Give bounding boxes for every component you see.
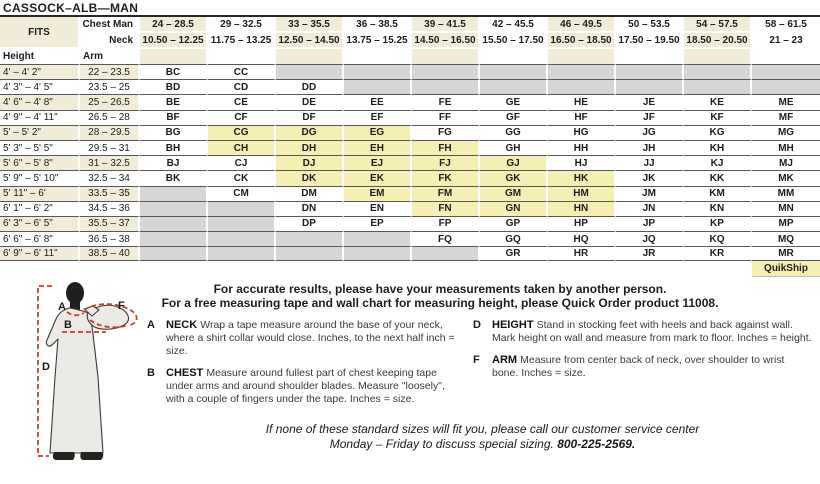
size-cell: CD: [208, 79, 276, 94]
size-cell: BK: [140, 170, 208, 185]
size-cell-unavailable: [276, 231, 344, 246]
size-cell: JE: [616, 94, 684, 109]
chest-range-header: 39 – 41.5: [412, 17, 480, 33]
cassock-measurement-figure: [0, 282, 145, 479]
size-cell: HJ: [548, 155, 616, 170]
size-cell: DH: [276, 140, 344, 155]
size-cell: BE: [140, 94, 208, 109]
size-cell: CE: [208, 94, 276, 109]
neck-range-header: 16.50 – 18.50: [548, 33, 616, 49]
phone-number: 800-225-2569.: [557, 437, 636, 452]
size-cell: JG: [616, 125, 684, 140]
arm-range: 22 – 23.5: [80, 64, 140, 79]
size-cell: MJ: [752, 155, 820, 170]
size-cell: FG: [412, 125, 480, 140]
measuring-section: [0, 282, 820, 479]
intro-line1: For accurate results, please have your measurements taken by another person.: [213, 282, 667, 297]
measure-instruction-height: [473, 319, 813, 345]
size-cell: EN: [344, 201, 412, 216]
neck-range-header: 15.50 – 17.50: [480, 33, 548, 49]
size-cell-unavailable: [344, 231, 412, 246]
size-cell: BC: [140, 64, 208, 79]
quikship-badge: QuikShip: [752, 261, 820, 277]
size-cell: KF: [684, 110, 752, 125]
size-cell-unavailable: [208, 231, 276, 246]
size-cell: GF: [480, 110, 548, 125]
size-cell-unavailable: [208, 201, 276, 216]
size-cell: DN: [276, 201, 344, 216]
size-cell: DJ: [276, 155, 344, 170]
size-cell: GE: [480, 94, 548, 109]
arm-range: 28 – 29.5: [80, 125, 140, 140]
size-cell: FJ: [412, 155, 480, 170]
size-cell-unavailable: [412, 64, 480, 79]
size-cell: GJ: [480, 155, 548, 170]
size-cell: GH: [480, 140, 548, 155]
instruction-letter: A: [147, 319, 155, 332]
figure-label-height: D: [42, 361, 50, 374]
size-cell: KJ: [684, 155, 752, 170]
instruction-letter: F: [473, 354, 480, 367]
size-cell: GK: [480, 170, 548, 185]
size-cell: EE: [344, 94, 412, 109]
size-cell-unavailable: [344, 64, 412, 79]
size-cell: KM: [684, 186, 752, 201]
size-cell-unavailable: [480, 79, 548, 94]
arm-range: 25 – 26.5: [80, 94, 140, 109]
size-cell-unavailable: [412, 79, 480, 94]
measure-instruction-chest: [147, 367, 459, 406]
arm-range: 36.5 – 38: [80, 231, 140, 246]
figure-foot-right: [80, 452, 103, 460]
arm-range: 34.5 – 36: [80, 201, 140, 216]
neck-range-header: 17.50 – 19.50: [616, 33, 684, 49]
size-cell: BH: [140, 140, 208, 155]
size-cell: JR: [616, 246, 684, 261]
arm-range: 23.5 – 25: [80, 79, 140, 94]
arm-label: Arm: [80, 49, 140, 64]
footer-line2-text: Monday – Friday to discuss special sizing.: [329, 437, 554, 452]
column-stripe-cell: [752, 49, 820, 64]
intro-line2: For a free measuring tape and wall chart for measuring height, please Quick Order product 11008.: [161, 296, 719, 311]
column-stripe-cell: [684, 49, 752, 64]
size-cell: JH: [616, 140, 684, 155]
chest-range-header: 24 – 28.5: [140, 17, 208, 33]
special-sizing-note: [145, 422, 820, 452]
size-cell-unavailable: [548, 64, 616, 79]
size-cell: MG: [752, 125, 820, 140]
neck-range-header: 12.50 – 14.50: [276, 33, 344, 49]
instruction-text: CHEST Measure around fullest part of chest keeping tape under arms and around shoulder blades. Measure "loosely", with a couple of fingers under the tape. Inches = size.: [166, 367, 445, 406]
neck-range-header: 11.75 – 13.25: [208, 33, 276, 49]
arm-range: 31 – 32.5: [80, 155, 140, 170]
height-label: Height: [0, 49, 80, 64]
size-cell-unavailable: [140, 201, 208, 216]
size-cell: HE: [548, 94, 616, 109]
size-cell: JQ: [616, 231, 684, 246]
column-stripe-cell: [480, 49, 548, 64]
size-cell: HG: [548, 125, 616, 140]
arm-range: 32.5 – 34: [80, 170, 140, 185]
neck-range-header: 18.50 – 20.50: [684, 33, 752, 49]
chest-range-header: 42 – 45.5: [480, 17, 548, 33]
size-cell: FK: [412, 170, 480, 185]
size-cell: FF: [412, 110, 480, 125]
size-cell: KN: [684, 201, 752, 216]
size-cell: FQ: [412, 231, 480, 246]
size-cell: CF: [208, 110, 276, 125]
size-cell: BF: [140, 110, 208, 125]
height-range: 5' 3" – 5' 5": [0, 140, 80, 155]
neck-label: Neck: [80, 33, 140, 49]
chest-range-header: 58 – 61.5: [752, 17, 820, 33]
figure-foot-left: [53, 452, 75, 460]
size-cell: HQ: [548, 231, 616, 246]
size-cell: DK: [276, 170, 344, 185]
size-cell: GQ: [480, 231, 548, 246]
column-stripe-cell: [344, 49, 412, 64]
size-cell: ME: [752, 94, 820, 109]
instruction-text: NECK Wrap a tape measure around the base of your neck, where a shirt collar would close. Inches, to the next half inch = size.: [166, 319, 455, 358]
size-cell: CM: [208, 186, 276, 201]
chest-range-header: 29 – 32.5: [208, 17, 276, 33]
size-cell: EG: [344, 125, 412, 140]
chest-range-header: 54 – 57.5: [684, 17, 752, 33]
height-range: 6' 9" – 6' 11": [0, 246, 80, 261]
height-range: 4' 9" – 4' 11": [0, 110, 80, 125]
size-cell: KH: [684, 140, 752, 155]
column-stripe-cell: [616, 49, 684, 64]
column-stripe-cell: [208, 49, 276, 64]
column-stripe-cell: [412, 49, 480, 64]
size-cell: FN: [412, 201, 480, 216]
chest-range-header: 50 – 53.5: [616, 17, 684, 33]
arm-range: 35.5 – 37: [80, 216, 140, 231]
size-cell: JK: [616, 170, 684, 185]
instruction-text: HEIGHT Stand in stocking feet with heels and back against wall. Mark height on wall and measure from mark to floor. Inches = height.: [492, 319, 812, 345]
height-range: 4' 6" – 4' 8": [0, 94, 80, 109]
size-cell-unavailable: [140, 186, 208, 201]
size-cell: EM: [344, 186, 412, 201]
size-cell: HF: [548, 110, 616, 125]
arm-range: 26.5 – 28: [80, 110, 140, 125]
figure-label-chest: B: [64, 319, 72, 332]
column-stripe-cell: [548, 49, 616, 64]
neck-range-header: 14.50 – 16.50: [412, 33, 480, 49]
size-cell: JJ: [616, 155, 684, 170]
size-cell: HP: [548, 216, 616, 231]
measure-instruction-arm: [473, 354, 813, 380]
size-cell-unavailable: [344, 246, 412, 261]
height-range: 6' 3" – 6' 5": [0, 216, 80, 231]
size-cell-unavailable: [208, 216, 276, 231]
column-stripe-cell: [276, 49, 344, 64]
size-cell: CG: [208, 125, 276, 140]
size-cell: FH: [412, 140, 480, 155]
height-range: 5' 6" – 5' 8": [0, 155, 80, 170]
arm-range: 33.5 – 35: [80, 186, 140, 201]
height-range: 5' 9" – 5' 10": [0, 170, 80, 185]
size-cell: GP: [480, 216, 548, 231]
size-cell-unavailable: [752, 64, 820, 79]
arm-range: 29.5 – 31: [80, 140, 140, 155]
size-cell: GM: [480, 186, 548, 201]
size-cell: GN: [480, 201, 548, 216]
height-range: 4' 3" – 4' 5": [0, 79, 80, 94]
size-cell: KE: [684, 94, 752, 109]
size-cell: DD: [276, 79, 344, 94]
size-cell-unavailable: [208, 246, 276, 261]
neck-range-header: 13.75 – 15.25: [344, 33, 412, 49]
size-cell: MM: [752, 186, 820, 201]
size-cell: HM: [548, 186, 616, 201]
measure-instruction-neck: [147, 319, 459, 358]
size-cell: KG: [684, 125, 752, 140]
size-cell: KK: [684, 170, 752, 185]
height-range: 6' 6" – 6' 8": [0, 231, 80, 246]
neck-range-header: 21 – 23: [752, 33, 820, 49]
size-cell: JN: [616, 201, 684, 216]
size-cell: EH: [344, 140, 412, 155]
size-cell: DM: [276, 186, 344, 201]
size-cell-unavailable: [480, 64, 548, 79]
height-range: 5' – 5' 2": [0, 125, 80, 140]
figure-label-arm: F: [118, 300, 125, 313]
size-cell: HR: [548, 246, 616, 261]
size-chart-table: [0, 17, 820, 277]
size-cell-unavailable: [140, 231, 208, 246]
size-cell: CC: [208, 64, 276, 79]
size-cell-unavailable: [412, 246, 480, 261]
neck-range-header: 10.50 – 12.25: [140, 33, 208, 49]
size-cell: MQ: [752, 231, 820, 246]
measuring-instructions: [147, 319, 813, 415]
size-cell: HN: [548, 201, 616, 216]
size-cell-unavailable: [140, 216, 208, 231]
size-cell-unavailable: [548, 79, 616, 94]
size-cell-unavailable: [684, 64, 752, 79]
size-cell: BJ: [140, 155, 208, 170]
size-cell-unavailable: [276, 64, 344, 79]
height-range: 6' 1" – 6' 2": [0, 201, 80, 216]
fits-label: FITS: [0, 17, 80, 49]
footer-line2: [145, 437, 820, 452]
measuring-intro: [60, 282, 820, 313]
size-cell: DP: [276, 216, 344, 231]
size-cell: BD: [140, 79, 208, 94]
size-cell-unavailable: [616, 79, 684, 94]
chest-range-header: 46 – 49.5: [548, 17, 616, 33]
size-cell: CK: [208, 170, 276, 185]
size-cell-unavailable: [276, 246, 344, 261]
size-cell: CH: [208, 140, 276, 155]
figure-robe: [46, 308, 103, 453]
size-cell-unavailable: [752, 79, 820, 94]
column-stripe-cell: [140, 49, 208, 64]
page-title: CASSOCK–ALB—MAN: [0, 0, 820, 17]
size-cell: HH: [548, 140, 616, 155]
arm-range: 38.5 – 40: [80, 246, 140, 261]
size-cell: MR: [752, 246, 820, 261]
instruction-letter: B: [147, 367, 155, 380]
size-cell-unavailable: [140, 246, 208, 261]
instruction-text: ARM Measure from center back of neck, over shoulder to wrist bone. Inches = size.: [492, 354, 785, 380]
size-cell: KQ: [684, 231, 752, 246]
size-cell-unavailable: [684, 79, 752, 94]
size-cell: MF: [752, 110, 820, 125]
chest-range-header: 36 – 38.5: [344, 17, 412, 33]
size-cell: FE: [412, 94, 480, 109]
size-cell-unavailable: [344, 79, 412, 94]
height-range: 4' – 4' 2": [0, 64, 80, 79]
size-cell: FP: [412, 216, 480, 231]
size-cell: BG: [140, 125, 208, 140]
size-cell: MK: [752, 170, 820, 185]
size-cell: JF: [616, 110, 684, 125]
size-cell: FM: [412, 186, 480, 201]
size-cell: EP: [344, 216, 412, 231]
figure-label-neck: A: [58, 301, 66, 314]
size-cell: HK: [548, 170, 616, 185]
size-cell: EK: [344, 170, 412, 185]
size-cell: DG: [276, 125, 344, 140]
size-cell: DF: [276, 110, 344, 125]
size-cell: EJ: [344, 155, 412, 170]
size-cell: MP: [752, 216, 820, 231]
size-cell-unavailable: [616, 64, 684, 79]
size-cell: CJ: [208, 155, 276, 170]
chest-man-label: Chest Man: [80, 17, 140, 33]
size-cell: GR: [480, 246, 548, 261]
size-cell: JM: [616, 186, 684, 201]
footer-line1: If none of these standard sizes will fit you, please call our customer service center: [265, 422, 700, 437]
size-cell: EF: [344, 110, 412, 125]
size-cell: GG: [480, 125, 548, 140]
size-cell: KP: [684, 216, 752, 231]
instruction-letter: D: [473, 319, 481, 332]
size-cell: DE: [276, 94, 344, 109]
size-cell: JP: [616, 216, 684, 231]
chest-range-header: 33 – 35.5: [276, 17, 344, 33]
height-range: 5' 11" – 6': [0, 186, 80, 201]
size-cell: MH: [752, 140, 820, 155]
size-cell: MN: [752, 201, 820, 216]
instructions-right-column: [473, 319, 813, 415]
size-cell: KR: [684, 246, 752, 261]
instructions-left-column: [147, 319, 459, 415]
